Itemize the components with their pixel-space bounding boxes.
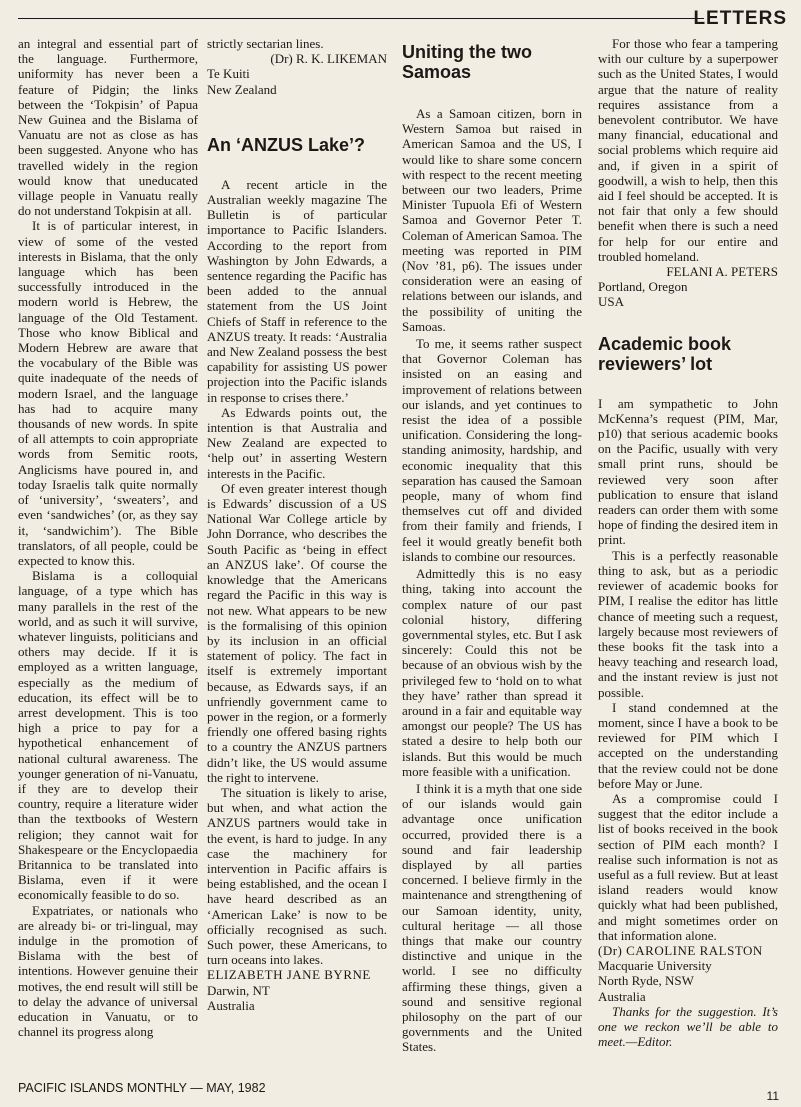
- signature-country: Australia: [598, 988, 646, 1004]
- column-3: [402, 36, 582, 1055]
- letter-heading: Academic book reviewers’ lot: [598, 333, 732, 374]
- paragraph: A recent article in the Australian weekly magazine The Bulletin is of particular importance to Pacific Islanders. According to the report from Washington by John Edwards, a sentence regarding the Pacific has been added to the annual statement from the US Joint Chiefs of Staff in reference to the ANZUS treaty. It reads: ‘Australia and New Zealand possess the best capability for assisting US power projection into the Pacific islands in response to crises there.’: [207, 176, 387, 405]
- editor-note: Thanks for the suggestion. It’s one we reckon we’ll be able to meet.—Editor.: [598, 1003, 778, 1050]
- likeman-letter-continued: an integral and essential part of the language. Furthermore, uniformity has never been a feature of Pidgin; the links between the ‘Tokpisin’ of Papua New Guinea and the Bislama of Vanuatu are not as close as has been suggested. Anyone who has travelled widely in the region would know that uneducated village people in Vanuatu really do not understand Tokpisin at all.: [18, 36, 198, 219]
- paragraph: As a compromise could I suggest that the editor include a list of books received in the book section of PIM each month? I realise such information is not as useful as a full review. But at least island readers would know quickly what had been published, and might sometimes order on that information alone.: [598, 790, 778, 943]
- paragraph: This is a perfectly reasonable thing to ask, but as a periodic reviewer of academic books for PIM, I realise the editor has little chance of meeting such a request, largely because most reviewers of these books fit the task into a heavy teaching and research load, and the instant review is just not possible.: [598, 547, 778, 700]
- column-1: [18, 36, 198, 1039]
- paragraph: Admittedly this is no easy thing, taking into account the complex nature of our past colonial history, differing governmental styles, etc. But I ask sincerely: Could this not be because of an obvious wish by the privileged few to ‘hold on to what they have’ rather than spread it around in a fair and equitable way amongst our people? The US has stated a desire to help both our islands. But this would be much more feasible with a unification.: [402, 566, 582, 779]
- section-title: LETTERS: [693, 8, 787, 29]
- signature-country: USA: [598, 294, 625, 310]
- signature: ELIZABETH JANE BYRNE: [207, 967, 371, 983]
- column-4: [598, 36, 778, 1049]
- paragraph: I think it is a myth that one side of our islands would gain advantage once unification occurred, provided there is a sound and fair leadership displayed by all parties concerned. I believe firmly in the maintenance and strengthening of our Samoan identity, unity, cultural heritage — all those things that make our country distinctive and unique in the world. I see no difficulty affirming these things, given a sound and sensitive regional philosophy on the part of our governments and the United States.: [402, 780, 582, 1055]
- signature-location: North Ryde, NSW: [598, 973, 694, 989]
- paragraph: Bislama is a colloquial language, of a type which has many parallels in the rest of the world, and as such it will survive, whatever linguists, politicians and others may decide. If it is employed as a written language, especially as the medium of education, its effect will be to arrest development. This is too high a price to pay for a hypothetical enhancement of national cultural awareness. The younger generation of ni-Vanuatu, if they are to develop their country, require a literature wider than the textbooks of Western religion; they cannot wait for Shakespeare or the Encyclopaedia Britannica to be translated into Bislama, even if it were economically feasible to do so.: [18, 568, 198, 903]
- signature: (Dr) R. K. LIKEMAN: [270, 51, 387, 67]
- header-rule: [18, 18, 704, 19]
- signature-location: Macquarie University: [598, 958, 712, 974]
- paragraph: It is of particular interest, in view of some of the vested interests in Bislama, that the only language which has been successfully introduced in the modern world is Hebrew, the language of the Old Testament. Those who know Biblical and Modern Hebrew are aware that the vocabulary of the Bible was quite inadequate of the needs of modern Israel, and the language has had to acquire many thousands of new words. In spite of all attempts to coin appropriate words from Semitic roots, Anglicisms have poured in, and today Israelis talk quite normally of ‘university’, ‘sweaters’, and even ‘sandwiches’ (or, as they say it, ‘sandwichim’). The Bible translators, of all people, could be expected to know this.: [18, 218, 198, 568]
- paragraph: Of even greater interest though is Edwards’ discussion of a US National War College article by John Dorrance, who describes the South Pacific as ‘being in effect an ANZUS lake’. Of course the knowledge that the Americans regard the Pacific in this way is not new. What appears to be new is the formalising of this opinion by its inclusion in an official statement of policy. The fact in itself is extremely important because, as Edwards says, if an unfriendly government came to power in the region, or a formerly friendly one offered basing rights to a country the ANZUS partners didn’t like, the US would assume the right to intervene.: [207, 480, 387, 785]
- paragraph-continued: strictly sectarian lines.: [207, 36, 324, 51]
- paragraph: I stand condemned at the moment, since I have a book to be reviewed for PIM which I accepted on the understanding that the review could not be done before May or June.: [598, 699, 778, 791]
- signature-location: Portland, Oregon: [598, 279, 688, 295]
- signature-country: Australia: [207, 997, 255, 1013]
- footer-publication: PACIFIC ISLANDS MONTHLY — MAY, 1982: [18, 1081, 266, 1095]
- paragraph: The situation is likely to arise, but when, and what action the ANZUS partners would take in the event, is hard to judge. In any case the machinery for intervention in Pacific affairs is being established, and the ocean I have heard described as an ‘American Lake’ is now to be officially recognised as such. Such power, these Americans, to turn oceans into lakes.: [207, 784, 387, 968]
- paragraph-continued: For those who fear a tampering with our culture by a superpower such as the United States, I would argue that the nature of reality requires assistance from a benevolent contributor. We have many financial, educational and social problems which require aid and, if given in a spirit of goodwill, a wish to help, then this aid I feel should be accepted. It is not fair that only a few should benefit when there is such a need for help for our entire and troubled homeland.: [598, 36, 778, 264]
- signature-country: New Zealand: [207, 81, 277, 97]
- paragraph: I am sympathetic to John McKenna’s request (PIM, Mar, p10) that serious academic books on the Pacific, usually with very small print runs, should be reviewed very soon after publication to ensure that island readers can order them with some hope of finding the desired item in print.: [598, 395, 778, 548]
- paragraph: Expatriates, or nationals who are already bi- or tri-lingual, may indulge in the promotion of Bislama with the best of intentions. However genuine their motives, the end result will still be to delay the advance of universal education in Vanuatu, or to channel its progress along: [18, 902, 198, 1040]
- page-number: 11: [766, 1089, 779, 1103]
- letter-heading: Uniting the two Samoas: [402, 42, 532, 82]
- paragraph: As a Samoan citizen, born in Western Samoa but raised in American Samoa and the US, I would like to share some concern with respect to the recent meeting between our two leaders, Prime Minister Tupuola Efi of Western Samoa and Governor Peter T. Coleman of American Samoa. The meeting was reported in PIM (Nov ’81, p6). The issues under consideration were an easing of relations between our islands, and the possibility of uniting the Samoas.: [402, 106, 582, 334]
- signature-location: Darwin, NT: [207, 982, 270, 998]
- paragraph: To me, it seems rather suspect that Governor Coleman has insisted on an easing and improvement of relations between our islands, and yet continues to resist the idea of a possible unification. Considering the long-standing animosity, hardship, and economic inequality that this separation has caused the Samoan people, many of whom find themselves cut off and divided from their family and friends, I feel it would greatly benefit both islands to combine our resources.: [402, 336, 582, 564]
- signature: (Dr) CAROLINE RALSTON: [598, 942, 763, 958]
- signature-location: Te Kuiti: [207, 66, 250, 82]
- signature: FELANI A. PETERS: [666, 264, 778, 280]
- letter-heading: An ‘ANZUS Lake’?: [207, 134, 366, 155]
- column-2: [207, 36, 387, 1013]
- paragraph: As Edwards points out, the intention is that Australia and New Zealand are expected to ‘help out’ in asserting Western interests in the Pacific.: [207, 404, 387, 481]
